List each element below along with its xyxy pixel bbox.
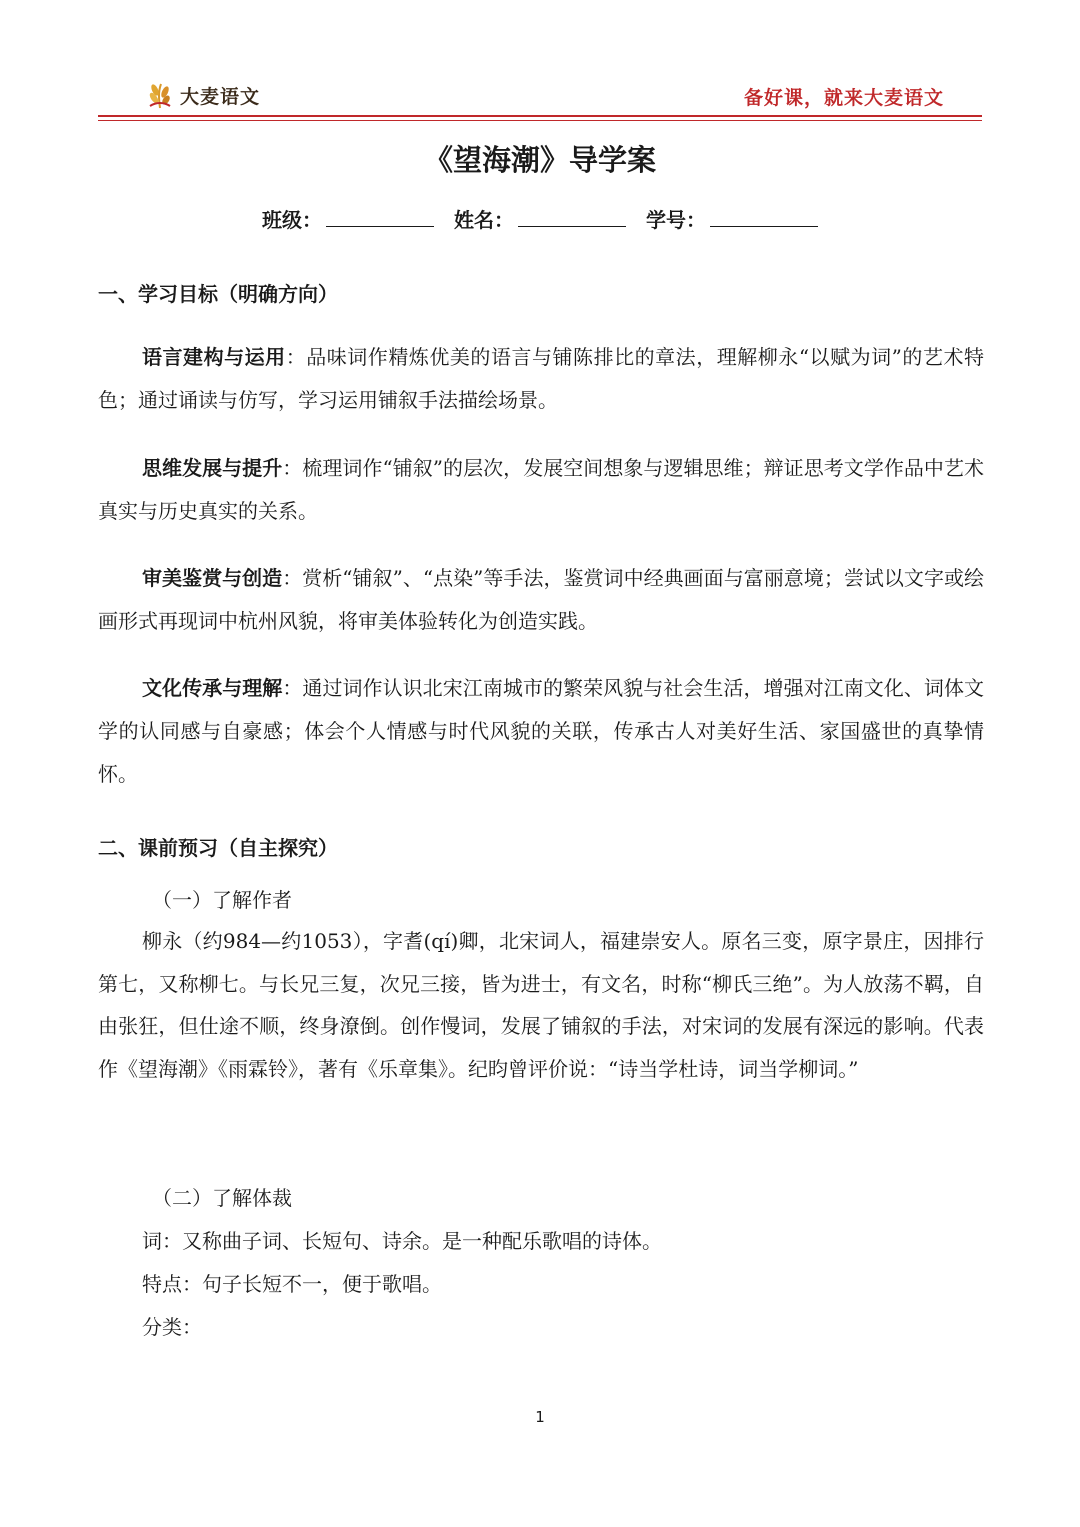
class-blank (326, 208, 434, 227)
header-rule-thick (98, 115, 982, 117)
section-heading-goals: 一、学习目标（明确方向） (98, 282, 338, 306)
wheat-logo-icon (146, 80, 174, 110)
goal-text: ：赏析“铺叙”、“点染”等手法，鉴赏词中经典画面与富丽意境；尝试以文字或绘画形式再现词中杭州风貌，将审美体验转化为创造实践。 (98, 566, 985, 633)
name-field (454, 204, 626, 233)
goal-label: 文化传承与理解 (142, 676, 283, 700)
class-field (262, 204, 434, 233)
page-title: 《望海潮》导学案 (423, 143, 656, 177)
name-blank (518, 208, 626, 227)
student-id-blank (710, 208, 818, 227)
brand-name: 大麦语文 (180, 85, 261, 108)
student-info-fields (0, 204, 1080, 233)
name-label: 姓名： (454, 208, 514, 232)
genre-category: 分类： (142, 1315, 202, 1339)
goal-paragraph (98, 336, 984, 422)
student-id-label: 学号： (646, 208, 706, 232)
section-heading-preview: 二、课前预习（自主探究） (98, 836, 338, 860)
goal-paragraph (98, 447, 984, 533)
goal-label: 审美鉴赏与创造 (142, 566, 283, 590)
goal-text: ：品味词作精炼优美的语言与铺陈排比的章法，理解柳永“以赋为词”的艺术特色；通过诵读与仿写，学习运用铺叙手法描绘场景。 (98, 345, 985, 412)
class-label: 班级： (262, 208, 322, 232)
header-slogan: 备好课，就来大麦语文 (743, 87, 944, 109)
header-rule-thin (98, 120, 982, 121)
genre-definition: 词：又称曲子词、长短句、诗余。是一种配乐歌唱的诗体。 (142, 1229, 662, 1253)
goal-label: 思维发展与提升 (142, 456, 283, 480)
subsection-title-author: （一）了解作者 (152, 888, 292, 912)
author-paragraph: 柳永（约984—约1053），字耆(qí)卿，北宋词人，福建崇安人。原名三变，原字景庄，因排行第七，又称柳七。与长兄三复，次兄三接，皆为进士，有文名，时称“柳氏三绝”。为人放荡不羁，自由张狂，但仕途不顺，终身潦倒。创作慢词，发展了铺叙的手法，对宋词的发展有深远的影响。代表作《望海潮》《雨霖铃》，著有《乐章集》。纪昀曾评价说：“诗当学杜诗，词当学柳词。” (98, 929, 984, 1081)
goal-paragraph (98, 557, 984, 643)
page-number: 1 (535, 1408, 545, 1426)
goal-text: ：通过词作认识北宋江南城市的繁荣风貌与社会生活，增强对江南文化、词体文学的认同感与自豪感；体会个人情感与时代风貌的关联，传承古人对美好生活、家国盛世的真挚情怀。 (98, 676, 985, 786)
genre-feature: 特点：句子长短不一，便于歌唱。 (142, 1272, 442, 1296)
brand-logo (146, 78, 260, 112)
goal-label: 语言建构与运用 (142, 345, 286, 369)
subsection-title-genre: （二）了解体裁 (152, 1186, 292, 1210)
student-id-field (646, 204, 818, 233)
goal-text: ：梳理词作“铺叙”的层次，发展空间想象与逻辑思维；辩证思考文学作品中艺术真实与历史真实的关系。 (98, 456, 985, 523)
goal-paragraph (98, 667, 984, 796)
